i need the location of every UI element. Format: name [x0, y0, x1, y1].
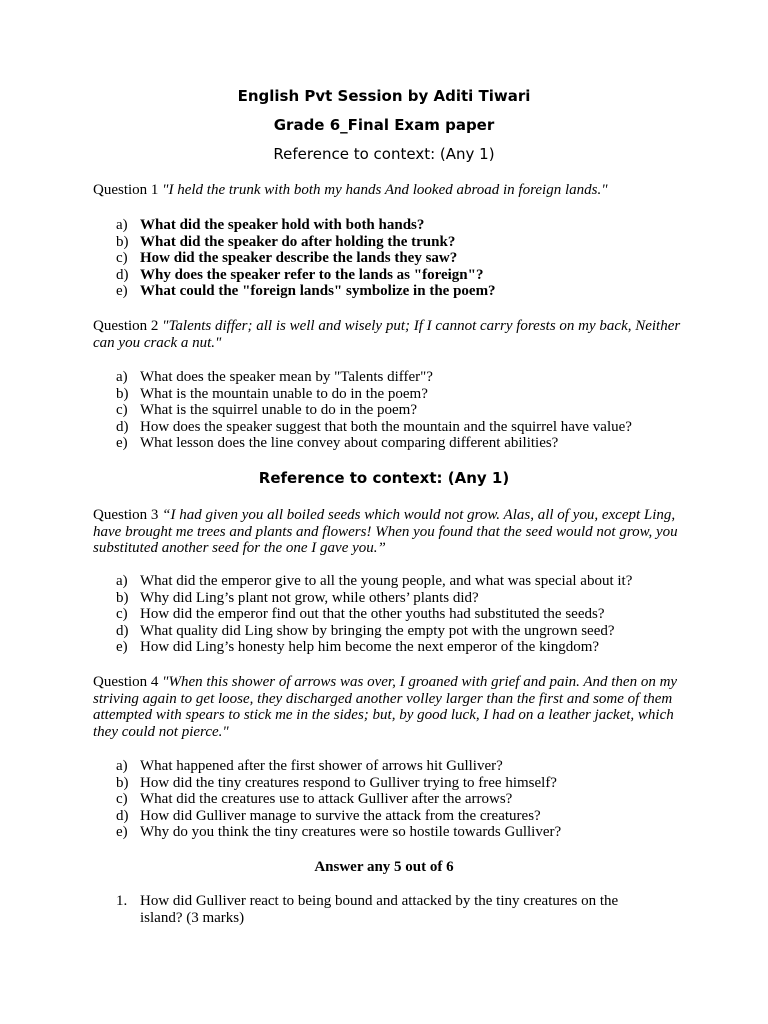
long-question-text: How did Gulliver react to being bound and attacked by the tiny creatures on the island? (3 marks)	[140, 893, 619, 926]
question-2	[93, 318, 683, 351]
question-1-quote: "I held the trunk with both my hands And looked abroad in foreign lands."	[162, 182, 608, 198]
list-item: e) Why do you think the tiny creatures were so hostile towards Gulliver?	[116, 824, 562, 841]
section-heading-1: Reference to context: (Any 1)	[273, 145, 495, 163]
document-title: English Pvt Session by Aditi Tiwari	[237, 87, 531, 105]
question-3-options	[116, 573, 632, 656]
list-item: c) What is the squirrel unable to do in the poem?	[116, 402, 418, 419]
question-1-label: Question 1	[93, 182, 163, 198]
list-item: c) What did the creatures use to attack Gulliver after the arrows?	[116, 791, 513, 808]
question-4-quote: "When this shower of arrows was over, I groaned with grief and pain. And then on my striving again to get loose, they discharged another volley larger than the first and some of them attempted with spears to stick me in the sides; but, by good luck, I had on a leather jacket, which they could not pierce."	[93, 674, 678, 740]
question-4-options	[116, 758, 561, 841]
list-item: b) What is the mountain unable to do in the poem?	[116, 385, 428, 402]
question-2-options	[116, 369, 632, 452]
question-3	[93, 507, 683, 557]
question-4-label: Question 4	[93, 674, 163, 690]
question-1	[93, 182, 683, 199]
long-question-1	[116, 893, 656, 926]
question-2-label: Question 2	[93, 318, 163, 334]
list-item: b) How did the tiny creatures respond to Gulliver trying to free himself?	[116, 774, 557, 791]
list-item: a) What happened after the first shower of arrows hit Gulliver?	[116, 758, 503, 774]
list-item: e) What could the "foreign lands" symbolize in the poem?	[116, 283, 496, 300]
long-question-number: 1.	[116, 893, 128, 909]
list-item: d) How did Gulliver manage to survive the attack from the creatures?	[116, 807, 541, 824]
question-2-quote: "Talents differ; all is well and wisely put; If I cannot carry forests on my back, Neither can you crack a nut."	[93, 318, 681, 351]
list-item: e) How did Ling’s honesty help him become the next emperor of the kingdom?	[116, 639, 600, 656]
list-item: a) What does the speaker mean by "Talents differ"?	[116, 369, 433, 385]
list-item: c) How did the speaker describe the lands they saw?	[116, 250, 458, 267]
question-3-quote: “I had given you all boiled seeds which would not grow. Alas, all of you, except Ling, have brought me trees and plants and flowers! When you found that the seed would not grow, you substituted another seed for the one I gave you.”	[93, 507, 678, 557]
list-item: a) What did the emperor give to all the young people, and what was special about it?	[116, 573, 633, 589]
list-item: d) How does the speaker suggest that both the mountain and the squirrel have value?	[116, 418, 632, 435]
list-item: c) How did the emperor find out that the other youths had substituted the seeds?	[116, 606, 605, 623]
list-item: d) Why does the speaker refer to the lands as "foreign"?	[116, 266, 484, 283]
list-item: d) What quality did Ling show by bringing the empty pot with the ungrown seed?	[116, 622, 615, 639]
list-item: b) What did the speaker do after holding the trunk?	[116, 233, 456, 250]
question-4	[93, 674, 683, 740]
document-subtitle: Grade 6_Final Exam paper	[273, 116, 495, 134]
list-item: e) What lesson does the line convey about comparing different abilities?	[116, 435, 559, 452]
question-1-options	[116, 217, 496, 300]
section-heading-3: Answer any 5 out of 6	[314, 859, 454, 875]
section-heading-2: Reference to context: (Any 1)	[258, 469, 510, 487]
list-item: b) Why did Ling’s plant not grow, while others’ plants did?	[116, 589, 479, 606]
list-item: a) What did the speaker hold with both hands?	[116, 217, 425, 233]
question-3-label: Question 3	[93, 507, 163, 523]
